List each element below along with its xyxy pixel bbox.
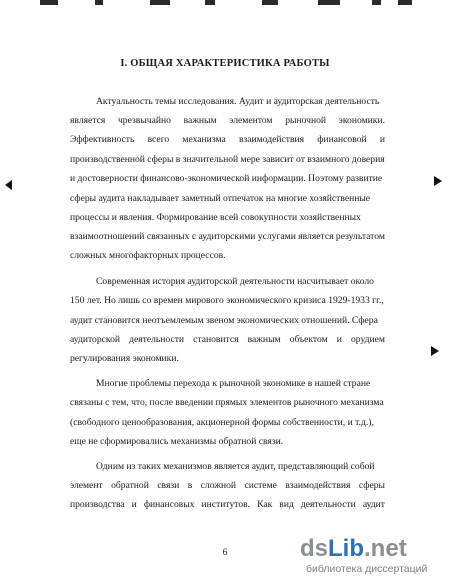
section-title: I. ОБЩАЯ ХАРАКТЕРИСТИКА РАБОТЫ (120, 58, 330, 69)
text-line: еще не сформировались механизмы обратной связи. (70, 436, 284, 447)
text-line: является чрезвычайно важным элементом рыночной экономики. (70, 115, 385, 126)
margin-marker-icon (431, 346, 439, 356)
text-line: аудит становится неотъемлемым звеном экономических отношений. Сфера (70, 315, 378, 326)
text-line: Современная история аудиторской деятельности насчитывает около (96, 276, 374, 287)
scan-artifact-bar (0, 0, 450, 6)
text-line: Эффективность всего механизма взаимодействия финансовой и (70, 134, 385, 145)
watermark-tagline: библиотека диссертаций (306, 563, 428, 575)
text-line: сферы аудита накладывает заметный отпечаток на многие хозяйственные (70, 193, 371, 204)
text-line: Актуальность темы исследования. Аудит и аудиторская деятельность (96, 96, 380, 107)
text-line: процессы и явления. Формирование всей совокупности хозяйственных (70, 212, 361, 223)
dslib-logo: dsLib.net (300, 535, 407, 562)
margin-marker-icon (5, 180, 12, 190)
text-line: регулирования экономики. (70, 353, 179, 364)
page-number: 6 (222, 548, 228, 558)
text-line: связаны с тем, что, после введении прямых элементов рыночного механизма (70, 397, 384, 408)
text-line: производственной сферы в значительной мере зависит от взаимного доверия (70, 154, 385, 165)
text-line: Многие проблемы перехода к рыночной экономике в нашей стране (96, 378, 371, 389)
margin-marker-icon (434, 176, 442, 186)
text-line: взаимоотношений связанных с аудиторскими услугами является результатом (70, 231, 385, 242)
text-line: производства и финансовых институтов. Как вид деятельности аудит (70, 499, 385, 510)
text-line: элемент обратной связи в сложной системе взаимодействия сферы (70, 480, 385, 491)
dslib-watermark (300, 535, 448, 579)
text-line: Одним из таких механизмов является аудит, представляющий собой (96, 461, 375, 472)
text-line: сложных многофакторных процессов. (70, 250, 226, 261)
text-line: и достоверности финансово-экономической информации. Поэтому развитие (70, 173, 383, 184)
text-line: (свободного ценообразования, акционерной формы собственности, и т.д.), (70, 417, 374, 428)
text-line: аудиторской деятельности становится важным объектом и орудием (70, 334, 385, 345)
text-line: 150 лет. Но лишь со времен мирового экономического кризиса 1929-1933 гг., (70, 295, 384, 306)
